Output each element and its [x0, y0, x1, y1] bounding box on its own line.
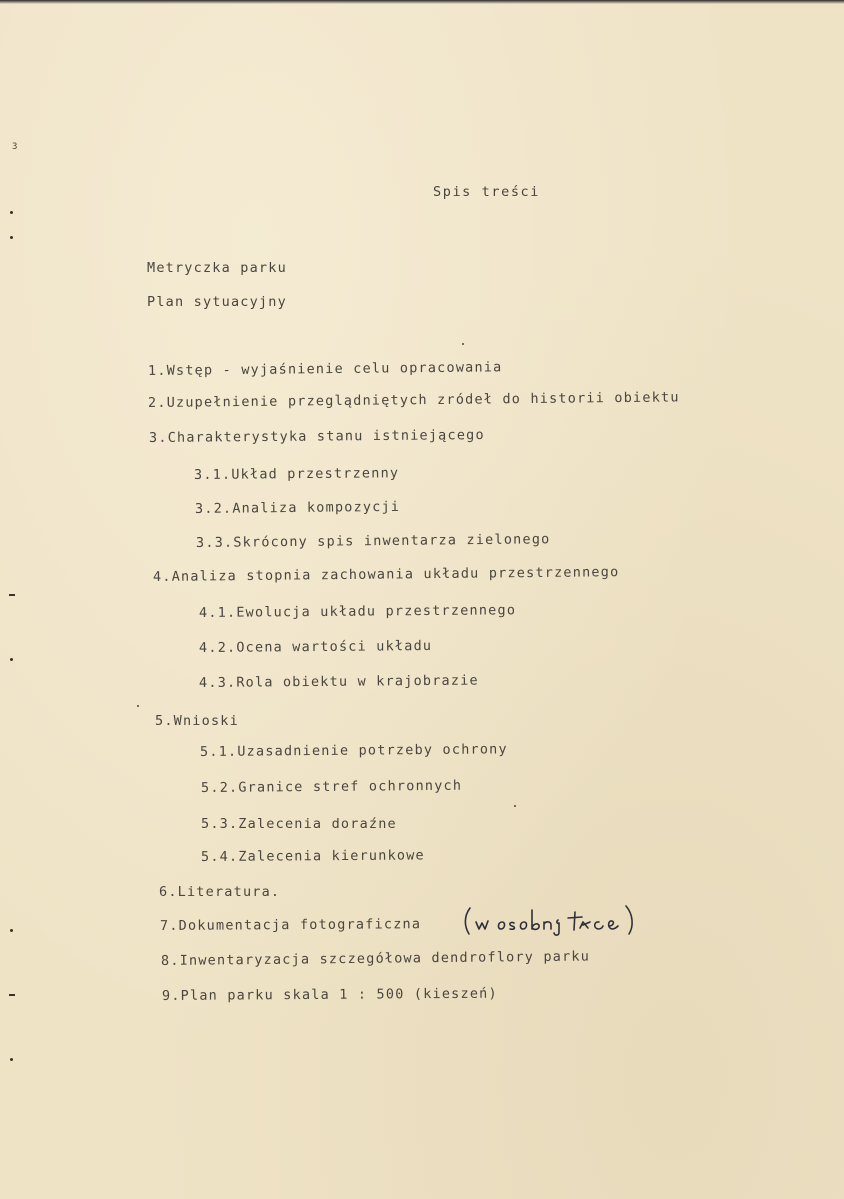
toc-subentry: 4.1.Ewolucja układu przestrzennego [198, 602, 517, 621]
toc-subentry: 4.2.Ocena wartości układu [198, 637, 433, 656]
paper-speck [462, 343, 464, 345]
binding-mark [9, 994, 15, 996]
toc-subentry: 3.1.Układ przestrzenny [193, 465, 400, 483]
toc-subentry: 5.3.Zalecenia doraźne [201, 816, 397, 832]
toc-subentry: 4.3.Rola obiektu w krajobrazie [198, 672, 479, 691]
toc-entry: 2.Uzupełnienie przeglądniętych zródeł do historii obiektu [147, 389, 680, 411]
toc-entry: Metryczka parku [147, 260, 287, 276]
page-title: Spis treści [433, 184, 541, 200]
toc-entry: 9.Plan parku skala 1 : 500 (kieszeń) [161, 985, 498, 1004]
toc-entry: 7.Dokumentacja fotograficzna [159, 916, 422, 934]
toc-entry: 8.Inwentaryzacja szczegółowa dendroflory parku [160, 948, 591, 969]
binding-hole [10, 236, 13, 239]
paper-speck [137, 705, 139, 707]
margin-mark: 3 [12, 142, 18, 152]
toc-subentry: 5.1.Uzasadnienie potrzeby ochrony [199, 741, 508, 760]
binding-hole [10, 658, 13, 661]
handwritten-annotation [462, 902, 640, 938]
paper-speck [514, 805, 516, 807]
toc-entry: 1.Wstęp - wyjaśnienie celu opracowania [147, 359, 503, 379]
binding-mark [9, 594, 15, 596]
page-top-edge [0, 0, 844, 4]
toc-subentry: 3.2.Analiza kompozycji [194, 498, 401, 517]
binding-hole [10, 1058, 13, 1061]
toc-entry: 6.Literatura. [159, 884, 281, 900]
toc-subentry: 5.4.Zalecenia kierunkowe [200, 847, 425, 865]
toc-entry: 5.Wnioski [155, 713, 239, 729]
toc-entry: 4.Analiza stopnia zachowania układu przestrzennego [152, 564, 620, 585]
toc-entry: 3.Charakterystyka stanu istniejącego [148, 427, 485, 446]
toc-entry: Plan sytuacyjny [147, 294, 287, 310]
toc-subentry: 3.3.Skrócony spis inwentarza zielonego [195, 531, 551, 551]
toc-subentry: 5.2.Granice stref ochronnych [200, 777, 463, 796]
binding-hole [10, 929, 13, 932]
binding-hole [10, 211, 13, 214]
